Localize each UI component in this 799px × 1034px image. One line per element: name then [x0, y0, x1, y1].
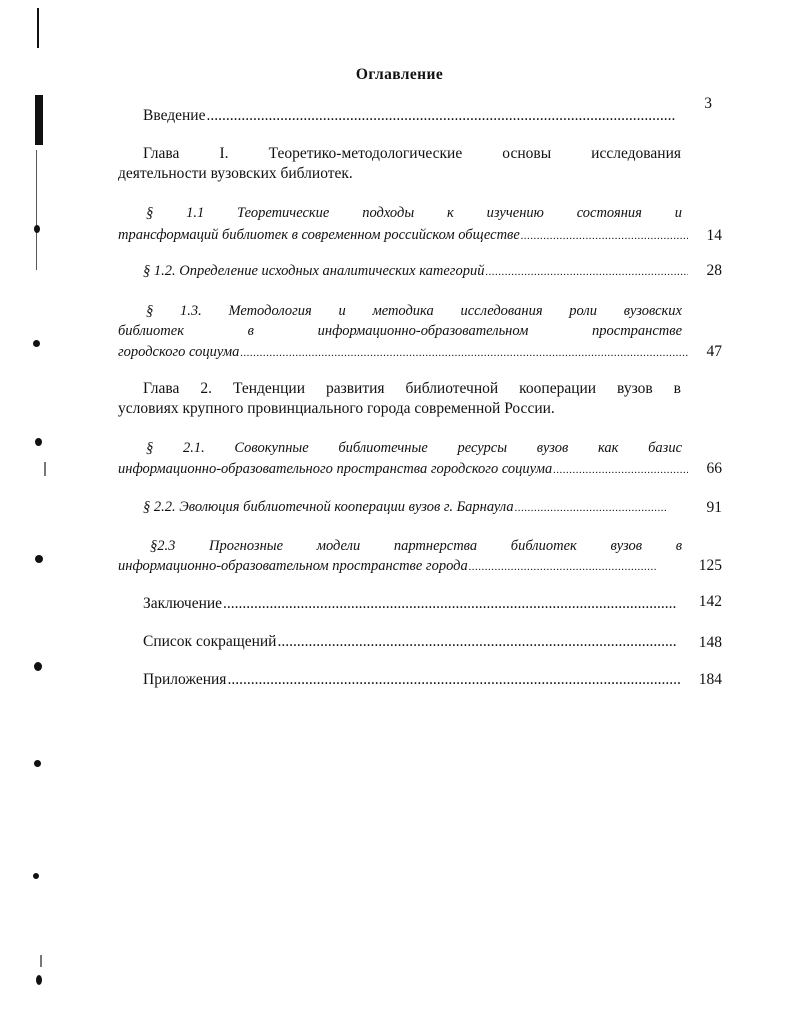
- chapter-2-heading: Глава 2. Тенденции развития библиотечной кооперации вузов в: [143, 380, 681, 397]
- toc-entry-2-1-cont[interactable]: [118, 459, 688, 480]
- hole-punch-mark: [35, 555, 43, 563]
- hole-punch-mark: [34, 760, 41, 767]
- page-number: 14: [706, 227, 722, 244]
- toc-entry-label: городского социума: [118, 344, 240, 360]
- toc-entry-abbreviations[interactable]: [143, 632, 676, 652]
- toc-entry-1-3-end[interactable]: [118, 342, 688, 363]
- scan-artifact: [36, 150, 37, 270]
- toc-entry-label: информационно-образовательного пространства городского социума: [118, 461, 553, 477]
- scan-artifact: [34, 225, 40, 233]
- leader-dots: [277, 632, 676, 652]
- toc-entry-label: Заключение: [143, 595, 223, 612]
- scan-artifact: [44, 462, 46, 476]
- toc-entry-2-2[interactable]: [143, 497, 668, 518]
- leader-dots: [240, 343, 688, 363]
- toc-entry-label: § 2.2. Эволюция библиотечной кооперации вузов г. Барнаула: [143, 499, 514, 515]
- leader-dots: [553, 460, 688, 480]
- toc-entry-intro[interactable]: [143, 106, 675, 126]
- hole-punch-mark: [33, 340, 40, 347]
- toc-entry-1-1-cont[interactable]: [118, 225, 688, 246]
- toc-entry-appendix[interactable]: [143, 670, 681, 690]
- hole-punch-mark: [34, 662, 42, 671]
- page-number: 91: [706, 499, 722, 516]
- toc-entry-label: Введение: [143, 107, 206, 124]
- toc-entry-label: информационно-образовательном пространстве города: [118, 558, 468, 574]
- leader-dots: [223, 594, 676, 614]
- page-number: 148: [698, 634, 722, 651]
- toc-entry-label: Приложения: [143, 671, 227, 688]
- leader-dots: [521, 226, 688, 246]
- page-number: 3: [704, 95, 712, 112]
- page-number: 28: [706, 262, 722, 279]
- page-number: 184: [698, 671, 722, 688]
- toc-title: Оглавление: [355, 66, 444, 83]
- page-number: 142: [698, 593, 722, 610]
- page-number: 66: [706, 460, 722, 477]
- toc-entry-conclusion[interactable]: [143, 594, 676, 614]
- leader-dots: [485, 262, 688, 282]
- toc-entry-label: Список сокращений: [143, 633, 277, 650]
- toc-entry-1-3-cont[interactable]: библиотек в информационно-образовательном пространстве: [118, 323, 682, 339]
- scan-artifact: [37, 8, 39, 48]
- chapter-1-heading: Глава I. Теоретико-методологические основы исследования: [143, 145, 681, 162]
- leader-dots: [515, 498, 668, 518]
- toc-entry-2-1[interactable]: § 2.1. Совокупные библиотечные ресурсы вузов как базис: [146, 440, 682, 456]
- toc-entry-label: трансформаций библиотек в современном российском обществе: [118, 227, 520, 243]
- toc-entry-1-1[interactable]: § 1.1 Теоретические подходы к изучению состояния и: [146, 205, 682, 221]
- leader-dots: [469, 557, 656, 577]
- hole-punch-mark: [36, 975, 42, 985]
- page-number: 125: [698, 557, 722, 574]
- leader-dots: [206, 106, 675, 126]
- toc-entry-label: § 1.2. Определение исходных аналитических категорий: [143, 263, 485, 279]
- toc-entry-2-3[interactable]: §2.3 Прогнозные модели партнерства библиотек вузов в: [150, 538, 682, 554]
- toc-entry-2-3-cont[interactable]: [118, 556, 656, 577]
- scan-artifact: [35, 95, 43, 145]
- page-number: 47: [706, 343, 722, 360]
- hole-punch-mark: [33, 873, 39, 879]
- hole-punch-mark: [35, 438, 42, 446]
- chapter-2-heading-cont: условиях крупного провинциального города современной России.: [118, 400, 555, 417]
- chapter-1-heading-cont: деятельности вузовских библиотек.: [118, 165, 353, 182]
- scan-artifact: [40, 955, 42, 967]
- toc-entry-1-3[interactable]: § 1.3. Методология и методика исследования роли вузовских: [146, 303, 682, 319]
- toc-entry-1-2[interactable]: [143, 261, 688, 282]
- leader-dots: [227, 670, 681, 690]
